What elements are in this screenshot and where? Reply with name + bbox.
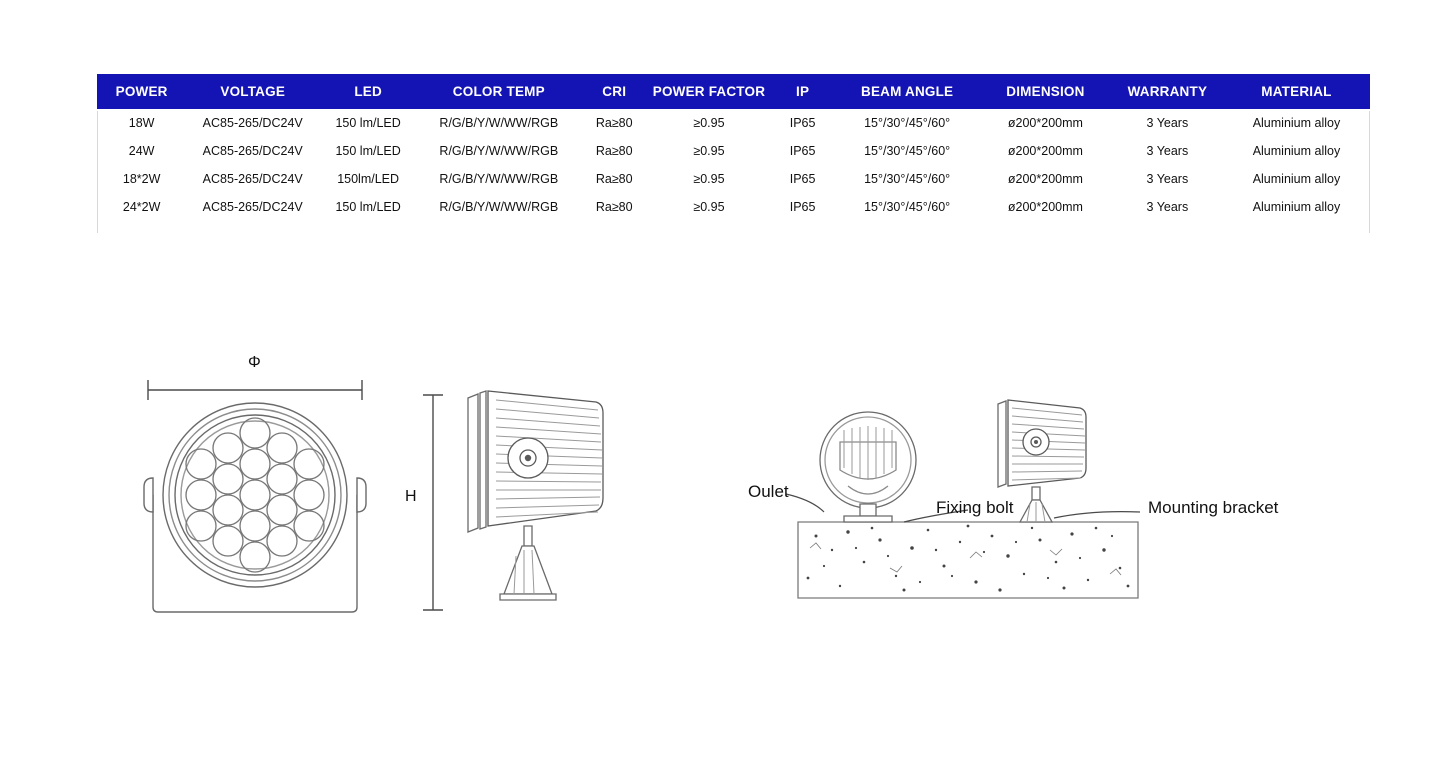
table-header-cell-color-temp: COLOR TEMP [417,74,580,109]
housing-outer-ring [163,403,347,587]
table-cell: 18*2W [97,165,186,193]
table-cell: 24*2W [97,193,186,221]
front-view-svg [120,360,390,630]
outlet-leader [786,494,824,512]
label-mounting-bracket: Mounting bracket [1148,498,1279,517]
table-row [97,109,1370,137]
table-header-cell-cri: CRI [580,74,648,109]
table-cell: 15°/30°/45°/60° [835,165,979,193]
fixture-body-side [468,391,603,600]
height-label: H [405,488,417,505]
table-cell: ≥0.95 [648,137,770,165]
table-cell: Aluminium alloy [1223,109,1370,137]
table-cell: ≥0.95 [648,165,770,193]
table-cell: ø200*200mm [979,109,1112,137]
table-header-cell-power-factor: POWER FACTOR [648,74,770,109]
table-cell: IP65 [770,165,835,193]
table-header-cell-warranty: WARRANTY [1112,74,1223,109]
table-cell: ø200*200mm [979,137,1112,165]
spec-table-container [97,74,1370,221]
table-cell: ≥0.95 [648,109,770,137]
table-cell: AC85-265/DC24V [186,137,319,165]
housing-inner-ring [175,415,335,575]
table-right-rule [1369,111,1370,233]
table-cell: IP65 [770,109,835,137]
table-cell: 3 Years [1112,193,1223,221]
table-cell: Aluminium alloy [1223,193,1370,221]
side-view-drawing [400,380,630,620]
table-row [97,137,1370,165]
fixture-left [820,412,916,522]
table-header-cell-power: POWER [97,74,186,109]
table-cell: 150 lm/LED [319,137,417,165]
table-cell: Aluminium alloy [1223,137,1370,165]
table-cell: 15°/30°/45°/60° [835,137,979,165]
table-left-rule [97,111,98,233]
led-array [186,418,324,572]
table-cell: 150lm/LED [319,165,417,193]
table-cell: 15°/30°/45°/60° [835,193,979,221]
table-cell: AC85-265/DC24V [186,193,319,221]
concrete-slab [798,522,1138,598]
table-row [97,165,1370,193]
table-cell: 24W [97,137,186,165]
table-cell: 150 lm/LED [319,193,417,221]
label-outlet: Oulet [748,482,789,501]
front-view-drawing [120,354,390,630]
installation-view-drawing [740,390,1279,620]
table-header-cell-beam-angle: BEAM ANGLE [835,74,979,109]
table-cell: ø200*200mm [979,165,1112,193]
table-cell: R/G/B/Y/W/WW/RGB [417,137,580,165]
table-cell: IP65 [770,193,835,221]
table-cell: AC85-265/DC24V [186,165,319,193]
table-cell: 150 lm/LED [319,109,417,137]
table-header-cell-led: LED [319,74,417,109]
table-cell: Ra≥80 [580,137,648,165]
table-cell: Ra≥80 [580,165,648,193]
table-cell: 3 Years [1112,165,1223,193]
specification-table [97,74,1370,221]
table-cell: AC85-265/DC24V [186,109,319,137]
table-cell: Aluminium alloy [1223,165,1370,193]
label-fixing-bolt: Fixing bolt [936,498,1014,517]
table-cell: R/G/B/Y/W/WW/RGB [417,109,580,137]
table-cell: 18W [97,109,186,137]
table-header-row [97,74,1370,109]
table-cell: 3 Years [1112,109,1223,137]
table-cell: IP65 [770,137,835,165]
table-header-cell-material: MATERIAL [1223,74,1370,109]
table-header-cell-dimension: DIMENSION [979,74,1112,109]
table-header-cell-voltage: VOLTAGE [186,74,319,109]
table-cell: ø200*200mm [979,193,1112,221]
table-cell: R/G/B/Y/W/WW/RGB [417,165,580,193]
table-header-cell-ip: IP [770,74,835,109]
table-cell: Ra≥80 [580,109,648,137]
table-cell: ≥0.95 [648,193,770,221]
side-view-svg [400,380,630,620]
diameter-label: Φ [248,354,261,371]
table-cell: 3 Years [1112,137,1223,165]
table-cell: 15°/30°/45°/60° [835,109,979,137]
table-cell: R/G/B/Y/W/WW/RGB [417,193,580,221]
table-row [97,193,1370,221]
mounting-bracket-leader [1054,512,1140,518]
table-cell: Ra≥80 [580,193,648,221]
